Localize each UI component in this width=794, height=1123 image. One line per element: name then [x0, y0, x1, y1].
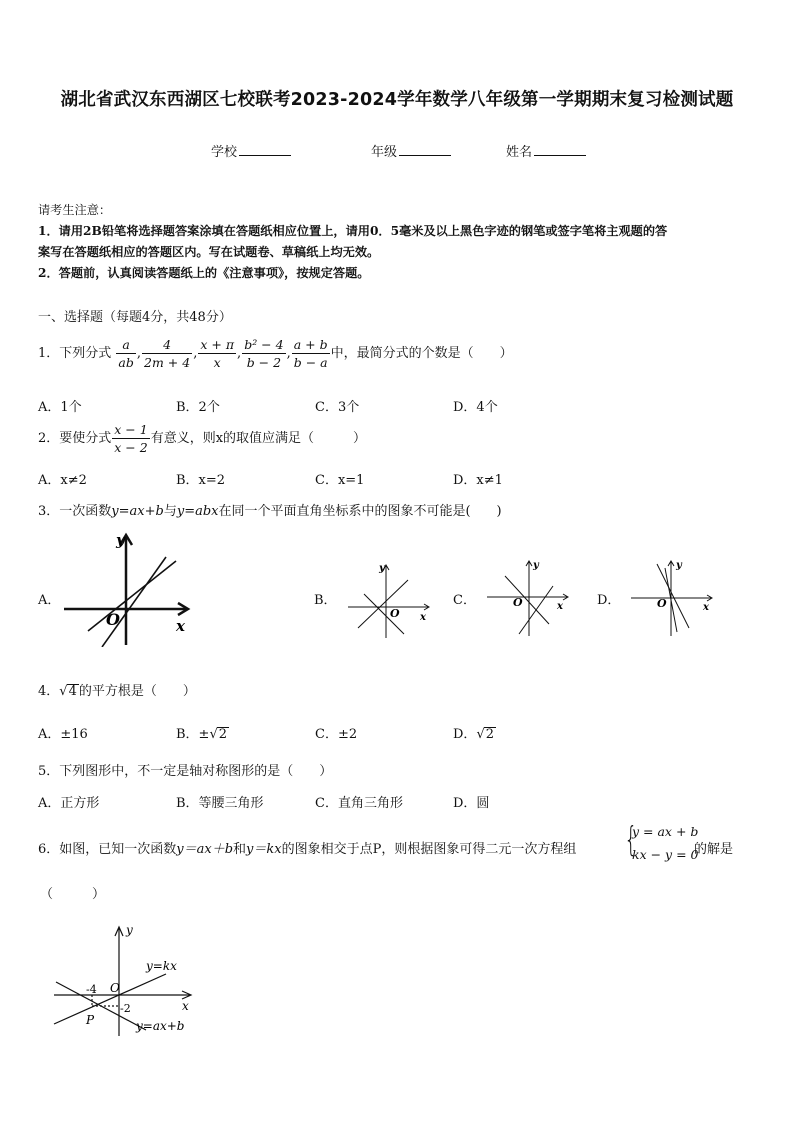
q3-suffix: 在同一个平面直角坐标系中的图象不可能是( ): [218, 504, 502, 519]
q3-option-d[interactable]: D．: [597, 593, 621, 608]
notice-item-2: 2．答题前，认真阅读答题纸上的《注意事项》，按规定答题。: [38, 266, 370, 280]
section-heading: 一、选择题（每题4分，共48分）: [38, 310, 232, 325]
y-label: y: [533, 560, 539, 571]
q4-option-c[interactable]: C．±2: [315, 727, 358, 742]
q1-option-a[interactable]: A．1个: [38, 400, 82, 415]
q5-option-c[interactable]: C．直角三角形: [315, 796, 403, 811]
graph-line-2: [519, 586, 553, 634]
x-label: x: [703, 602, 709, 613]
name-label: 姓名: [506, 145, 533, 160]
point-p-label: P: [86, 1013, 95, 1027]
frac-denominator: b − a: [293, 355, 328, 370]
question-4: [38, 680, 196, 699]
q1-suffix: 中，最简分式的个数是（ ）: [330, 346, 513, 361]
line-kx-label: y=kx: [146, 959, 177, 973]
q6-end: 的解是: [694, 842, 734, 857]
x-label: x: [176, 617, 185, 635]
q1-option-d[interactable]: D．4个: [453, 400, 498, 415]
q3-function-1: y=ax+b: [111, 504, 164, 519]
graph-line-1: [657, 564, 689, 628]
frac-numerator: a: [116, 336, 135, 354]
q6-eq-2: kx − y = 0: [632, 847, 699, 862]
grade-label: 年级: [371, 145, 398, 160]
q4-option-a[interactable]: A．±16: [38, 727, 88, 742]
grade-field[interactable]: [371, 141, 451, 160]
q4-suffix: 的平方根是（ ）: [78, 684, 196, 699]
question-6: [38, 838, 576, 857]
q1-option-c[interactable]: C．3个: [315, 400, 360, 415]
origin-label: O: [106, 610, 120, 629]
q1-prefix: 1．下列分式: [38, 346, 112, 361]
frac-denominator: x: [213, 355, 221, 370]
origin-label: O: [110, 981, 120, 995]
q6-prefix: 6．如图，已知一次函数: [38, 842, 177, 857]
q4-option-b[interactable]: [176, 723, 229, 742]
frac-denominator: x − 2: [114, 440, 148, 455]
notice-item-1b: 案写在答题纸相应的答题区内。写在试题卷、草稿纸上均无效。: [38, 245, 380, 259]
q2-option-c[interactable]: C．x=1: [315, 473, 365, 488]
grade-blank[interactable]: [399, 143, 451, 156]
q4-option-d-radicand: 2: [485, 727, 495, 742]
graph-line-1: [505, 576, 549, 624]
q2-option-a[interactable]: A．x≠2: [38, 473, 87, 488]
tick-label-minus-2: -2: [120, 1002, 131, 1015]
q2-suffix: 有意义，则x的取值应满足（ ）: [150, 431, 367, 446]
q4-option-d-label: D．: [453, 727, 477, 742]
q5-option-a[interactable]: A．正方形: [38, 796, 100, 811]
q3-function-2: y=abx: [176, 504, 219, 519]
graph-line-1: [358, 580, 408, 628]
q1-frac-1: [116, 336, 135, 371]
q3-option-b[interactable]: B．: [314, 593, 337, 608]
q3-graph-c: [483, 558, 573, 638]
q3-graph-a: [58, 527, 198, 647]
sqrt-icon: √: [476, 727, 485, 742]
q3-option-c[interactable]: C．: [453, 593, 476, 608]
q1-option-b[interactable]: B．2个: [176, 400, 220, 415]
q4-radicand: 4: [68, 684, 77, 699]
q1-frac-5: [292, 336, 330, 371]
q6-function-1: y＝ax＋b: [176, 842, 234, 857]
frac-numerator: x + π: [200, 337, 235, 352]
q6-function-2: y＝kx: [246, 842, 282, 857]
y-label: y: [379, 563, 385, 574]
question-1: 1．下列分式 $\frac{a}{ab}$ , $\frac{4}{2m + 4}$ , $\frac{x + \pi}{x}$ , $\frac{\text{b² − 4}}{b - 2}$ , $\frac{a + b}{b - a}$ 中，最简分式的个数是（ ）: [38, 337, 513, 370]
notice-item-1a: 1．请用2B铅笔将选择题答案涂填在答题纸相应位置上，请用0．5毫米及以上黑色字迹的钢笔或签字笔将主观题的答: [38, 224, 668, 238]
x-label: x: [420, 612, 426, 623]
question-2: [38, 421, 366, 456]
q1-frac-3: [198, 336, 236, 371]
origin-label: O: [513, 596, 523, 609]
q5-option-d[interactable]: D．圆: [453, 796, 490, 811]
y-label: y: [116, 531, 125, 549]
q4-option-d[interactable]: [453, 723, 496, 742]
x-axis-label: x: [182, 999, 189, 1013]
q4-option-b-label: B．±: [176, 727, 210, 742]
name-field[interactable]: [506, 141, 586, 160]
q4-option-b-radicand: 2: [218, 727, 228, 742]
q1-frac-2: [142, 336, 192, 371]
sqrt-icon: √: [209, 727, 218, 742]
frac-denominator: 2m + 4: [144, 355, 191, 370]
q6-suffix: 的图象相交于点P，则根据图象可得二元一次方程组: [281, 842, 577, 857]
tick-label-minus-4: -4: [86, 983, 97, 996]
frac-numerator: a + b: [293, 337, 328, 352]
line-axb-label: y=ax+b: [136, 1019, 185, 1033]
frac-denominator: ab: [118, 355, 134, 370]
q5-option-b[interactable]: B．等腰三角形: [176, 796, 264, 811]
q6-eq-1: y = ax + b: [632, 824, 699, 839]
q6-graph: [50, 918, 210, 1043]
q3-mid: 与: [163, 504, 177, 519]
q2-frac: [112, 421, 149, 456]
q3-graph-b: [344, 560, 434, 640]
q3-graph-d: [627, 558, 717, 638]
question-5: 5．下列图形中，不一定是轴对称图形的是（ ）: [38, 764, 333, 779]
frac-numerator: b² − 4: [244, 337, 284, 352]
notice-heading: 请考生注意：: [38, 203, 112, 217]
q2-option-d[interactable]: D．x≠1: [453, 473, 503, 488]
brace-icon: {: [624, 820, 638, 860]
x-label: x: [557, 601, 563, 612]
q1-frac-4: [242, 336, 285, 371]
page-title: 湖北省武汉东西湖区七校联考2023-2024学年数学八年级第一学期期末复习检测试题: [60, 90, 734, 110]
origin-label: O: [657, 597, 667, 610]
school-field[interactable]: [211, 141, 291, 160]
origin-label: O: [390, 607, 400, 620]
question-3: [38, 500, 502, 519]
q2-option-b[interactable]: B．x=2: [176, 473, 226, 488]
frac-denominator: b − 2: [246, 355, 282, 370]
sqrt-icon: √: [59, 684, 68, 699]
graph-line-2: [102, 557, 166, 647]
school-label: 学校: [211, 145, 238, 160]
frac-numerator: 4: [142, 336, 192, 354]
q4-prefix: 4．: [38, 684, 60, 699]
q2-prefix: 2．要使分式: [38, 431, 112, 446]
q3-prefix: 3．一次函数: [38, 504, 112, 519]
name-blank[interactable]: [534, 143, 586, 156]
q6-answer-paren[interactable]: （ ）: [40, 887, 106, 902]
q3-option-a[interactable]: A．: [38, 593, 61, 608]
school-blank[interactable]: [239, 143, 291, 156]
graph-line-1: [88, 561, 176, 631]
y-label: y: [676, 560, 682, 571]
y-axis-label: y: [126, 923, 133, 937]
frac-numerator: x − 1: [114, 422, 148, 437]
q6-mid: 和: [233, 842, 247, 857]
